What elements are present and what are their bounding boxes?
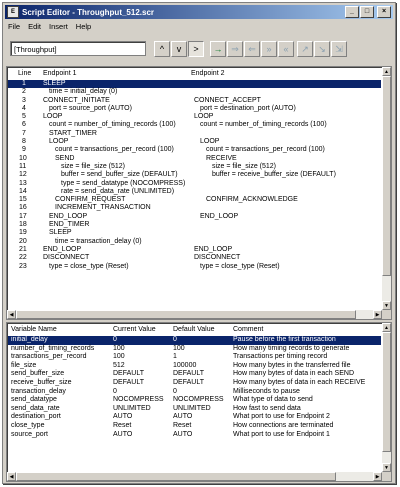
- forward-icon[interactable]: ⇒: [227, 41, 243, 57]
- variable-comment: How many bytes in the transferred file: [233, 361, 351, 369]
- menu-insert[interactable]: Insert: [49, 22, 68, 31]
- col-comment[interactable]: Comment: [233, 326, 264, 333]
- section-combo[interactable]: [Throughput]: [10, 41, 146, 56]
- variable-default: AUTO: [173, 430, 193, 438]
- endpoint2-command[interactable]: LOOP: [194, 113, 214, 121]
- endpoint2-command[interactable]: END_LOOP: [194, 245, 233, 253]
- scroll-left-icon[interactable]: ◀: [7, 472, 16, 481]
- variable-default: Reset: [173, 421, 192, 429]
- script-line[interactable]: [8, 130, 381, 138]
- endpoint1-command[interactable]: SLEEP: [43, 80, 66, 87]
- variable-current: DEFAULT: [113, 378, 144, 386]
- variable-row[interactable]: [8, 336, 381, 345]
- variable-current: 0: [113, 387, 117, 395]
- variable-comment: What port to use for Endpoint 2: [233, 413, 330, 421]
- variable-row[interactable]: [8, 362, 381, 371]
- endpoint1-command[interactable]: time = initial_delay (0): [49, 88, 118, 96]
- endpoint2-command[interactable]: count = number_of_timing_records (100): [200, 121, 327, 129]
- script-line[interactable]: [8, 238, 381, 246]
- script-line[interactable]: [8, 263, 381, 271]
- line-number: 19: [19, 229, 27, 237]
- menu-edit[interactable]: Edit: [28, 22, 42, 31]
- line-number: 16: [19, 204, 27, 212]
- variable-name: receive_buffer_size: [11, 378, 72, 386]
- variable-comment: How many bytes of data in each SEND: [233, 370, 355, 378]
- variable-comment: What type of data to send: [233, 396, 313, 404]
- script-line[interactable]: [8, 80, 381, 88]
- col-endpoint2[interactable]: Endpoint 2: [191, 70, 225, 77]
- script-line[interactable]: [8, 213, 381, 221]
- line-number: 12: [19, 171, 27, 179]
- variable-comment: How fast to send data: [233, 404, 301, 412]
- variable-current: NOCOMPRESS: [113, 396, 164, 404]
- script-line[interactable]: [8, 204, 381, 212]
- endpoint1-command[interactable]: type = send_datatype (NOCOMPRESS): [61, 179, 186, 187]
- script-line[interactable]: [8, 121, 381, 129]
- line-number: 2: [22, 88, 26, 96]
- variable-current: 512: [113, 361, 125, 369]
- variable-row[interactable]: [8, 413, 381, 422]
- variable-comment: How connections are terminated: [233, 421, 334, 429]
- endpoint1-command[interactable]: CONFIRM_REQUEST: [55, 196, 126, 204]
- minimize-button[interactable]: _: [345, 6, 359, 18]
- menu-file[interactable]: File: [8, 22, 21, 31]
- back-icon[interactable]: ⇐: [244, 41, 260, 57]
- endpoint1-command[interactable]: type = close_type (Reset): [49, 262, 129, 270]
- variable-name: destination_port: [11, 413, 61, 421]
- script-line[interactable]: [8, 138, 381, 146]
- variable-comment: How many timing records to generate: [233, 344, 350, 352]
- line-number: 10: [19, 154, 27, 162]
- variable-default: 0: [173, 336, 177, 343]
- script-rows: [8, 80, 381, 271]
- endpoint1-command[interactable]: SLEEP: [49, 229, 72, 237]
- script-vscroll[interactable]: [382, 67, 391, 310]
- close-button[interactable]: ×: [377, 6, 391, 18]
- script-line[interactable]: [8, 246, 381, 254]
- variable-name: send_buffer_size: [11, 370, 65, 378]
- scroll-right-icon[interactable]: ▶: [373, 310, 382, 319]
- col-line[interactable]: Line: [18, 70, 32, 77]
- script-line[interactable]: [8, 163, 381, 171]
- line-number: 15: [19, 196, 27, 204]
- variables-hscroll[interactable]: [7, 472, 382, 481]
- script-line[interactable]: [8, 105, 381, 113]
- script-editor-window: [2, 2, 396, 484]
- scroll-up-icon[interactable]: ▲: [382, 67, 391, 76]
- line-number: 8: [22, 138, 26, 146]
- endpoint2-command[interactable]: buffer = receive_buffer_size (DEFAULT): [212, 171, 336, 179]
- line-number: 14: [19, 187, 27, 195]
- title-bar[interactable]: [5, 5, 393, 19]
- line-number: 18: [19, 221, 27, 229]
- line-number: 5: [22, 113, 26, 121]
- script-line[interactable]: [8, 155, 381, 163]
- variable-comment: What port to use for Endpoint 1: [233, 430, 330, 438]
- line-number: 17: [19, 212, 27, 220]
- endpoint1-command[interactable]: DISCONNECT: [43, 254, 90, 262]
- script-line[interactable]: [8, 254, 381, 262]
- app-icon: E: [7, 6, 19, 18]
- endpoint1-command[interactable]: END_LOOP: [49, 212, 88, 220]
- variable-name: file_size: [11, 361, 37, 369]
- insert-green-icon[interactable]: →: [210, 41, 226, 57]
- variable-default: DEFAULT: [173, 370, 204, 378]
- script-line[interactable]: [8, 188, 381, 196]
- line-number: 20: [19, 237, 27, 245]
- scroll-corner: [382, 310, 391, 319]
- script-line[interactable]: [8, 88, 381, 96]
- variable-default: DEFAULT: [173, 378, 204, 386]
- variable-row[interactable]: [8, 345, 381, 354]
- endpoint1-command[interactable]: size = file_size (512): [61, 162, 126, 170]
- toolbar: [5, 37, 393, 63]
- export-icon[interactable]: ⇲: [331, 41, 347, 57]
- variable-row[interactable]: [8, 379, 381, 388]
- endpoint1-command[interactable]: INCREMENT_TRANSACTION: [55, 204, 151, 212]
- variable-rows: [8, 336, 381, 439]
- variable-name: source_port: [11, 430, 48, 438]
- endpoint1-command[interactable]: SEND: [55, 154, 75, 162]
- menu-bar: [5, 21, 91, 33]
- line-number: 7: [22, 129, 26, 137]
- caret-down-icon[interactable]: v: [171, 41, 187, 57]
- col-variable-name[interactable]: Variable Name: [11, 326, 57, 333]
- scroll-thumb[interactable]: [382, 76, 391, 276]
- endpoint1-command[interactable]: time = transaction_delay (0): [55, 237, 142, 245]
- variable-default: 0: [173, 387, 177, 395]
- add-diagonal-icon[interactable]: ↗: [297, 41, 313, 57]
- variable-name: send_data_rate: [11, 404, 60, 412]
- endpoint2-command[interactable]: RECEIVE: [206, 154, 237, 162]
- forward-fast-icon[interactable]: »: [261, 41, 277, 57]
- variable-current: Reset: [113, 421, 132, 429]
- variable-row[interactable]: [8, 388, 381, 397]
- endpoint2-command[interactable]: CONNECT_ACCEPT: [194, 96, 261, 104]
- variable-current: 100: [113, 353, 125, 361]
- variables-vscroll[interactable]: [382, 323, 391, 472]
- script-hscroll[interactable]: [7, 310, 382, 319]
- line-number: 22: [19, 254, 27, 262]
- endpoint1-command[interactable]: LOOP: [43, 113, 63, 121]
- script-line[interactable]: [8, 221, 381, 229]
- back-fast-icon[interactable]: «: [278, 41, 294, 57]
- variable-current: 100: [113, 344, 125, 352]
- scroll-thumb-h[interactable]: [16, 472, 336, 481]
- endpoint2-command[interactable]: size = file_size (512): [212, 162, 277, 170]
- line-number: 1: [22, 80, 26, 87]
- line-number: 23: [19, 262, 27, 270]
- endpoint1-command[interactable]: END_TIMER: [49, 221, 90, 229]
- line-number: 6: [22, 121, 26, 129]
- window-title: Script Editor - Throughput_512.scr: [22, 7, 155, 17]
- endpoint2-command[interactable]: port = destination_port (AUTO): [200, 104, 296, 112]
- variable-row[interactable]: [8, 353, 381, 362]
- endpoint2-command[interactable]: count = transactions_per_record (100): [206, 146, 325, 154]
- line-number: 9: [22, 146, 26, 154]
- variable-row[interactable]: [8, 431, 381, 440]
- scroll-left-icon[interactable]: ◀: [7, 310, 16, 319]
- script-line[interactable]: [8, 97, 381, 105]
- variable-name: number_of_timing_records: [11, 344, 95, 352]
- scroll-thumb-h[interactable]: [16, 310, 356, 319]
- endpoint1-command[interactable]: count = transactions_per_record (100): [55, 146, 174, 154]
- endpoint1-command[interactable]: count = number_of_timing_records (100): [49, 121, 176, 129]
- scroll-down-icon[interactable]: ▼: [382, 463, 391, 472]
- variable-default: AUTO: [173, 413, 193, 421]
- variable-comment: How many bytes of data in each RECEIVE: [233, 378, 366, 386]
- line-number: 11: [19, 162, 27, 170]
- endpoint1-command[interactable]: CONNECT_INITIATE: [43, 96, 110, 104]
- variable-row[interactable]: [8, 396, 381, 405]
- variable-row[interactable]: [8, 422, 381, 431]
- line-number: 3: [22, 96, 26, 104]
- remove-diagonal-icon[interactable]: ↘: [314, 41, 330, 57]
- variable-row[interactable]: [8, 370, 381, 379]
- scroll-up-icon[interactable]: ▲: [382, 323, 391, 332]
- variable-comment: Pause before the first transaction: [233, 336, 336, 343]
- scroll-down-icon[interactable]: ▼: [382, 301, 391, 310]
- variable-name: initial_delay: [11, 336, 48, 343]
- endpoint2-command[interactable]: DISCONNECT: [194, 254, 241, 262]
- endpoint1-command[interactable]: LOOP: [49, 138, 69, 146]
- variable-name: send_datatype: [11, 396, 57, 404]
- script-line[interactable]: [8, 146, 381, 154]
- variable-default: NOCOMPRESS: [173, 396, 224, 404]
- variable-comment: Milliseconds to pause: [233, 387, 300, 395]
- variable-default: UNLIMITED: [173, 404, 211, 412]
- variable-comment: Transactions per timing record: [233, 353, 328, 361]
- script-line[interactable]: [8, 113, 381, 121]
- variable-default: 100: [173, 344, 185, 352]
- script-line[interactable]: [8, 229, 381, 237]
- variable-current: UNLIMITED: [113, 404, 151, 412]
- endpoint1-command[interactable]: END_LOOP: [43, 245, 82, 253]
- line-number: 21: [19, 245, 27, 253]
- scroll-corner: [382, 472, 391, 481]
- variable-current: AUTO: [113, 430, 133, 438]
- variables-header: [8, 324, 381, 335]
- variable-default: 100000: [173, 361, 197, 369]
- script-line[interactable]: [8, 196, 381, 204]
- endpoint2-command[interactable]: CONFIRM_ACKNOWLEDGE: [206, 196, 298, 204]
- scroll-right-icon[interactable]: ▶: [373, 472, 382, 481]
- script-step-icon[interactable]: >: [188, 41, 204, 57]
- maximize-button[interactable]: □: [360, 6, 374, 18]
- col-current-value[interactable]: Current Value: [113, 326, 156, 333]
- variable-name: transactions_per_record: [11, 353, 87, 361]
- endpoint2-command[interactable]: type = close_type (Reset): [200, 262, 280, 270]
- endpoint1-command[interactable]: buffer = send_buffer_size (DEFAULT): [61, 171, 178, 179]
- endpoint2-command[interactable]: END_LOOP: [200, 212, 239, 220]
- variables-pane[interactable]: [6, 322, 392, 482]
- script-line[interactable]: [8, 180, 381, 188]
- col-endpoint1[interactable]: Endpoint 1: [43, 70, 77, 77]
- variable-name: close_type: [11, 421, 45, 429]
- script-header: [8, 68, 381, 79]
- endpoint1-command[interactable]: rate = send_data_rate (UNLIMITED): [61, 187, 175, 195]
- menu-help[interactable]: Help: [75, 22, 92, 31]
- variable-current: DEFAULT: [113, 370, 144, 378]
- variable-row[interactable]: [8, 405, 381, 414]
- caret-up-icon[interactable]: ^: [154, 41, 170, 57]
- script-line[interactable]: [8, 171, 381, 179]
- endpoint1-command[interactable]: START_TIMER: [49, 129, 97, 137]
- script-pane[interactable]: [6, 66, 392, 320]
- scroll-thumb[interactable]: [382, 332, 391, 452]
- col-default-value[interactable]: Default Value: [173, 326, 215, 333]
- line-number: 13: [19, 179, 27, 187]
- endpoint1-command[interactable]: port = source_port (AUTO): [49, 104, 132, 112]
- line-number: 4: [22, 104, 26, 112]
- variable-name: transaction_delay: [11, 387, 66, 395]
- endpoint2-command[interactable]: LOOP: [200, 138, 220, 146]
- variable-current: AUTO: [113, 413, 133, 421]
- variable-default: 1: [173, 353, 177, 361]
- variable-current: 0: [113, 336, 117, 343]
